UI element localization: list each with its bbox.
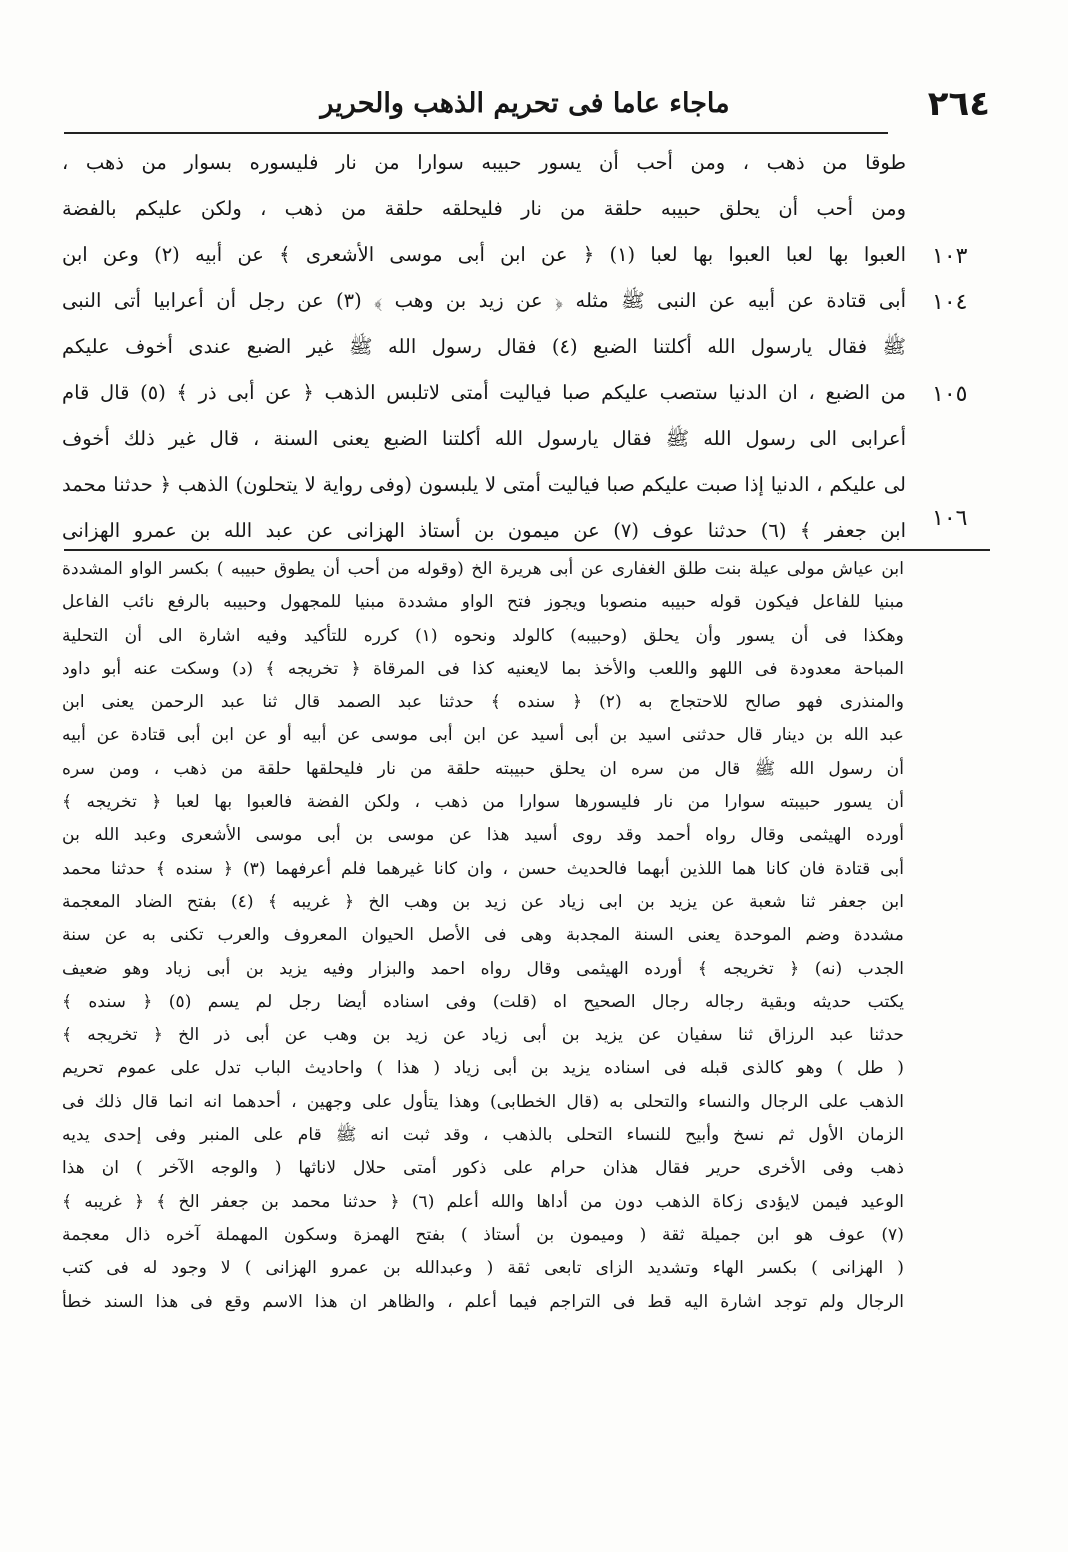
text-line: ابن جعفر ﴾ (٦) حدثنا عوف (٧) عن ميمون بن أستاذ الهزانى عن عبد الله بن عمرو الهزانى bbox=[62, 519, 906, 542]
text-line: أعرابى الى رسول الله ﷺ فقال يارسول الله أكلتنا الضبع يعنى السنة ، قال غير ذلك أخوف bbox=[62, 427, 906, 450]
main-text bbox=[62, 140, 906, 554]
footnote-line: الذهب على الرجال والنساء والتحلى به (قال الخطابى) وهذا يتأول على وجهين ، أحدهما انه انما قال ذلك فى bbox=[62, 1091, 904, 1112]
text-line: لى عليكم ، الدنيا إذا صبت عليكم صبا فياليت أمتى لا يلبسون (وفى رواية لا يتحلون) الذهب ﴿ حدثنا محمد bbox=[62, 473, 906, 496]
text-line: العبوا بها لعبا العبوا بها لعبا (١) ﴿ عن ابن أبى موسى الأشعرى ﴾ عن أبيه (٢) وعن ابن bbox=[62, 243, 906, 266]
page-header bbox=[60, 84, 990, 124]
header-rule bbox=[64, 132, 888, 134]
footnote-line: ابن جعفر ثنا شعبة عن يزيد بن ابى زياد عن زيد بن وهب الخ ﴿ غريبه ﴾ (٤) بفتح الضاد المعجمة bbox=[62, 891, 904, 912]
hadith-number: ١٠٥ bbox=[932, 382, 968, 407]
text-line: ﷺ فقال يارسول الله أكلتنا الضبع (٤) فقال رسول الله ﷺ غير الضبع عندى أخوف عليكم bbox=[62, 335, 906, 358]
footnotes bbox=[62, 553, 904, 1319]
running-title: ماجاء عاما فى تحريم الذهب والحرير bbox=[320, 88, 730, 119]
footnote-line: أن يسور حبيبته سوارا من نار فليسورها سوارا من ذهب ، ولكن الفضة فالعبوا بها لعبا ﴿ تخريجه ﴾ bbox=[62, 792, 904, 813]
footnote-line: (٧) عوف هو ابن جميلة ثقة ( وميمون بن أستاذ ) بفتح الهمزة وسكون المهملة آخره ذال معجمة bbox=[62, 1224, 904, 1245]
footnote-line: والمنذرى فهو صالح للاحتجاج به (٢) ﴿ سنده ﴾ حدثنا عبد الصمد قال ثنا عبد الرحمن يعنى ابن bbox=[62, 692, 904, 713]
text-line: من الضبع ، ان الدنيا ستصب عليكم صبا فياليت أمتى لاتلبس الذهب ﴿ عن أبى ذر ﴾ (٥) قال قام bbox=[62, 381, 906, 404]
footnote-line: أبى قتادة فان كانا هما اللذين أبهما فالحديث حسن ، وان كانا غيرهما فلم أعرفهما (٣) ﴿ سنده ﴾ حدثنا محمد bbox=[62, 858, 904, 879]
footnote-line: يكتب حديثه وبقية رجاله رجال الصحيح اه (قلت) وفى اسناده أيضا رجل لم يسم (٥) ﴿ سنده ﴾ bbox=[62, 991, 904, 1012]
footnote-line: الجدب (نه) ﴿ تخريجه ﴾ أورده الهيثمى وقال رواه احمد والبزار وفيه يزيد بن أبى زياد وهو ضعيف bbox=[62, 958, 904, 979]
text-line: ومن أحب أن يحلق حبيبه حلقة من نار فليحلقه حلقة من ذهب ، ولكن عليكم بالفضة bbox=[62, 197, 906, 220]
footnote-separator bbox=[64, 549, 990, 551]
footnote-line: الرجال ولم توجد اشارة اليه قط فى التراجم فيما أعلم ، والظاهر ان هذا الاسم وقع فى هذا السند خطأ bbox=[62, 1291, 904, 1312]
text-line: أبى قتادة عن أبيه عن النبى ﷺ مثله ﴿ عن زيد بن وهب ﴾ (٣) عن رجل أن أعرابيا أتى النبى bbox=[62, 289, 906, 312]
hadith-number: ١٠٤ bbox=[932, 290, 968, 315]
footnote-line: مشددة وضم الموحدة يعنى السنة المجدبة وهى فى الأصل الحيوان المعروف والعرب تكنى به عن سنة bbox=[62, 925, 904, 946]
hadith-number: ١٠٣ bbox=[932, 244, 968, 269]
footnote-line: ابن عياش مولى عيلة بنت طلق الغفارى عن أبى هريرة الخ (وقوله من أحب أن يطوق حبيبه ) بكسر الواو المشددة bbox=[62, 559, 904, 579]
footnote-line: ( طل ) وهو كالذى قبله فى اسناده يزيد بن أبى زياد ( هذا ) واحاديث الباب تدل على عموم تحريم bbox=[62, 1058, 904, 1079]
footnote-line: مبنيا للفاعل فيكون قوله حبيبه منصوبا ويجوز فتح الواو مشددة مبنيا للمجهول وحبيبه بالرفع نائب الفاعل bbox=[62, 592, 904, 613]
footnote-line: ذهب وفى الأخرى حرير فقال هذان حرام على ذكور أمتى حلال لاناثها ( والوجه الآخر ) ان هذا bbox=[62, 1158, 904, 1179]
footnote-line: المباحة معدودة فى اللهو واللعب والأخذ بما لايعنيه كذا فى المرقاة ﴿ تخريجه ﴾ (د) وسكت عنه أبو داود bbox=[62, 658, 904, 679]
footnote-line: عبد الله بن دينار قال حدثنى اسيد بن أبى أسيد عن ابن أبى موسى عن أبيه أو عن ابن أبى قتادة عن أبيه bbox=[62, 725, 904, 746]
footnote-line: حدثنا عبد الرزاق ثنا سفيان عن يزيد بن أبى زياد عن زيد بن وهب عن أبى ذر الخ ﴿ تخريجه ﴾ bbox=[62, 1025, 904, 1046]
footnote-line: أورده الهيثمى وقال رواه أحمد وقد روى أسيد هذا عن موسى بن أبى موسى الأشعرى وعبد الله بن bbox=[62, 825, 904, 846]
footnote-line: ( الهزانى ) بكسر الهاء وتشديد الزاى تابعى ثقة ( وعبدالله بن عمرو الهزانى ) لا وجود له فى كتب bbox=[62, 1258, 904, 1279]
footnote-line: أن رسول الله ﷺ قال من سره ان يحلق حبيبته حلقة من نار فليحلقها حلقة من ذهب ، ومن سره bbox=[62, 758, 904, 779]
footnote-line: وهكذا فى أن يسور وأن يحلق (وحبيبه) كالولد ونحوه (١) كرره للتأكيد وفيه اشارة الى أن التحلية bbox=[62, 625, 904, 646]
page-number: ٢٦٤ bbox=[927, 84, 990, 124]
footnote-line: الزمان الأول ثم نسخ وأبيح للنساء التحلى بالذهب ، وقد ثبت انه ﷺ قام على المنبر وفى إحدى يديه bbox=[62, 1125, 904, 1146]
hadith-number: ١٠٦ bbox=[932, 506, 968, 531]
footnote-line: الوعيد فيمن لايؤدى زكاة الذهب دون من أداها والله أعلم (٦) ﴿ حدثنا محمد بن جعفر الخ ﴾ ﴿ غريبه ﴾ bbox=[62, 1191, 904, 1212]
text-line: طوقا من ذهب ، ومن أحب أن يسور حبيبه سوارا من نار فليسوره بسوار من ذهب ، bbox=[62, 151, 906, 174]
